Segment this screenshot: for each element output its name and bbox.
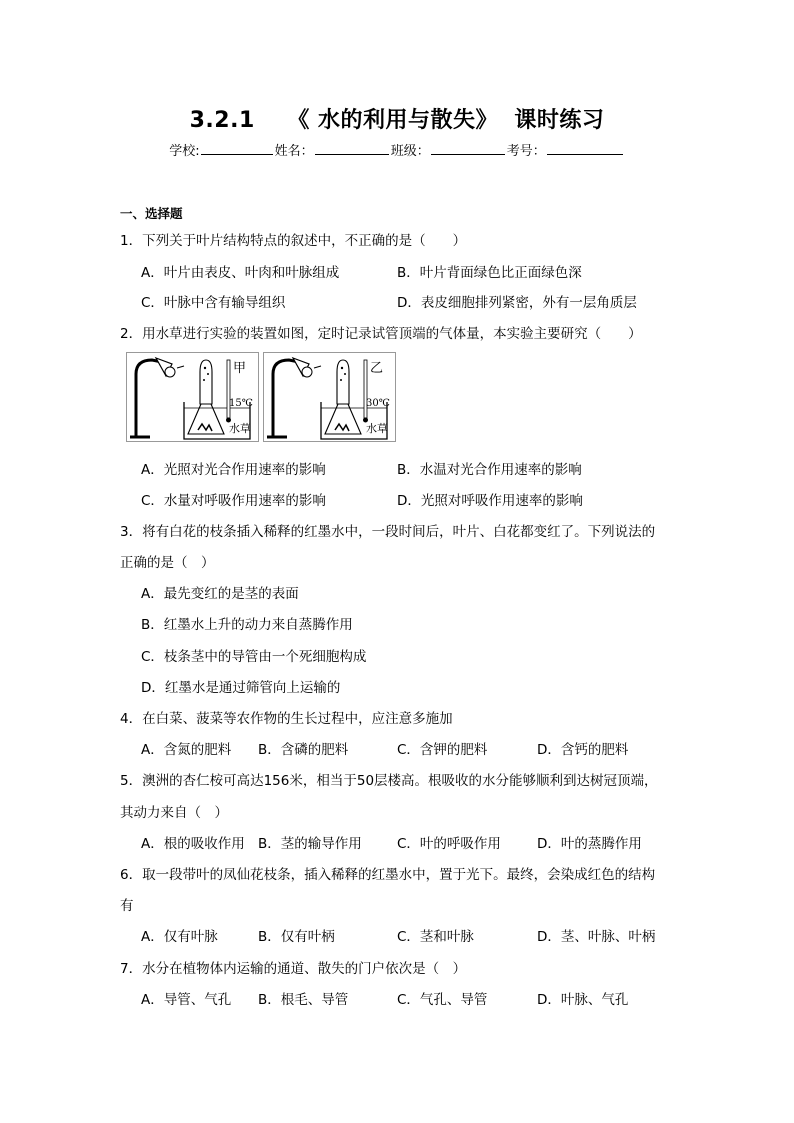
exam-number-label: 考号：: [506, 144, 546, 159]
question-7-option-b: B．根毛、导管: [258, 992, 349, 1008]
experiment-figure-yi: [263, 352, 396, 442]
question-7-option-a: A．导管、气孔: [141, 992, 232, 1008]
question-4-option-a: A．含氮的肥料: [141, 742, 232, 758]
question-2-option-d: D．光照对呼吸作用速率的影响: [397, 493, 583, 509]
question-7-text: 7．水分在植物体内运输的通道、散失的门户依次是（ ）: [120, 961, 467, 977]
figure-jia-label: 甲: [233, 361, 247, 376]
figure-jia-temp: 15℃: [229, 398, 253, 409]
question-3-option-c: C．枝条茎中的导管由一个死细胞构成: [141, 649, 367, 665]
question-5-option-d: D．叶的蒸腾作用: [537, 836, 642, 852]
question-4-option-b: B．含磷的肥料: [258, 742, 349, 758]
question-1-option-c: C．叶脉中含有输导组织: [141, 295, 286, 311]
question-4-option-c: C．含钾的肥料: [397, 742, 488, 758]
section-title: 一、选择题: [120, 206, 183, 221]
question-3-option-b: B．红墨水上升的动力来自蒸腾作用: [141, 617, 353, 633]
question-4-option-d: D．含钙的肥料: [537, 742, 629, 758]
figure-jia-plant-label: 水草: [229, 422, 251, 435]
question-1-option-d: D．表皮细胞排列紧密，外有一层角质层: [397, 295, 637, 311]
question-6-text-line-2: 有: [120, 898, 134, 914]
figure-yi-temp: 30℃: [366, 398, 390, 409]
figure-yi-label: 乙: [370, 361, 384, 376]
question-5-option-b: B．茎的输导作用: [258, 836, 362, 852]
question-2-option-a: A．光照对光合作用速率的影响: [141, 462, 326, 478]
question-2-option-b: B．水温对光合作用速率的影响: [397, 462, 582, 478]
question-1-option-a: A．叶片由表皮、叶肉和叶脉组成: [141, 265, 340, 281]
question-7-option-d: D．叶脉、气孔: [537, 992, 629, 1008]
class-label: 班级：: [390, 144, 430, 159]
question-5-option-a: A．根的吸收作用: [141, 836, 245, 852]
page-title: 3.2.1 《 水的利用与散失》 课时练习: [189, 108, 605, 133]
school-label: 学校:: [169, 144, 200, 159]
question-4-text: 4．在白菜、菠菜等农作物的生长过程中，应注意多施加: [120, 711, 453, 727]
question-7-option-c: C．气孔、导管: [397, 992, 488, 1008]
question-1-text: 1．下列关于叶片结构特点的叙述中，不正确的是（ ）: [120, 233, 467, 249]
question-6-option-b: B．仅有叶柄: [258, 929, 335, 945]
question-3-text-line-1: 3．将有白花的枝条插入稀释的红墨水中，一段时间后，叶片、白花都变红了。下列说法的: [120, 524, 656, 540]
name-label: 姓名：: [274, 144, 314, 159]
question-2-text: 2．用水草进行实验的装置如图，定时记录试管顶端的气体量，本实验主要研究（ ）: [120, 326, 642, 342]
question-6-option-d: D．茎、叶脉、叶柄: [537, 929, 656, 945]
class-blank: [431, 141, 505, 155]
question-3-text-line-2: 正确的是（ ）: [120, 555, 215, 571]
name-blank: [315, 141, 389, 155]
question-6-option-c: C．茎和叶脉: [397, 929, 474, 945]
question-3-option-a: A．最先变红的是茎的表面: [141, 586, 299, 602]
student-info-line: [0, 140, 794, 159]
question-2-option-c: C．水量对呼吸作用速率的影响: [141, 493, 326, 509]
exam-number-blank: [547, 141, 623, 155]
experiment-figure-jia: [126, 352, 259, 442]
question-5-text-line-1: 5．澳洲的杏仁桉可高达156米，相当于50层楼高。根吸收的水分能够顺利到达树冠顶端，: [120, 773, 658, 789]
question-5-text-line-2: 其动力来自（ ）: [120, 805, 228, 821]
question-6-option-a: A．仅有叶脉: [141, 929, 218, 945]
figure-yi-plant-label: 水草: [366, 422, 388, 435]
question-6-text-line-1: 6．取一段带叶的凤仙花枝条，插入稀释的红墨水中，置于光下。最终，会染成红色的结构: [120, 867, 656, 883]
school-blank: [201, 141, 273, 155]
question-5-option-c: C．叶的呼吸作用: [397, 836, 501, 852]
question-3-option-d: D．红墨水是通过筛管向上运输的: [141, 680, 341, 696]
question-1-option-b: B．叶片背面绿色比正面绿色深: [397, 265, 582, 281]
